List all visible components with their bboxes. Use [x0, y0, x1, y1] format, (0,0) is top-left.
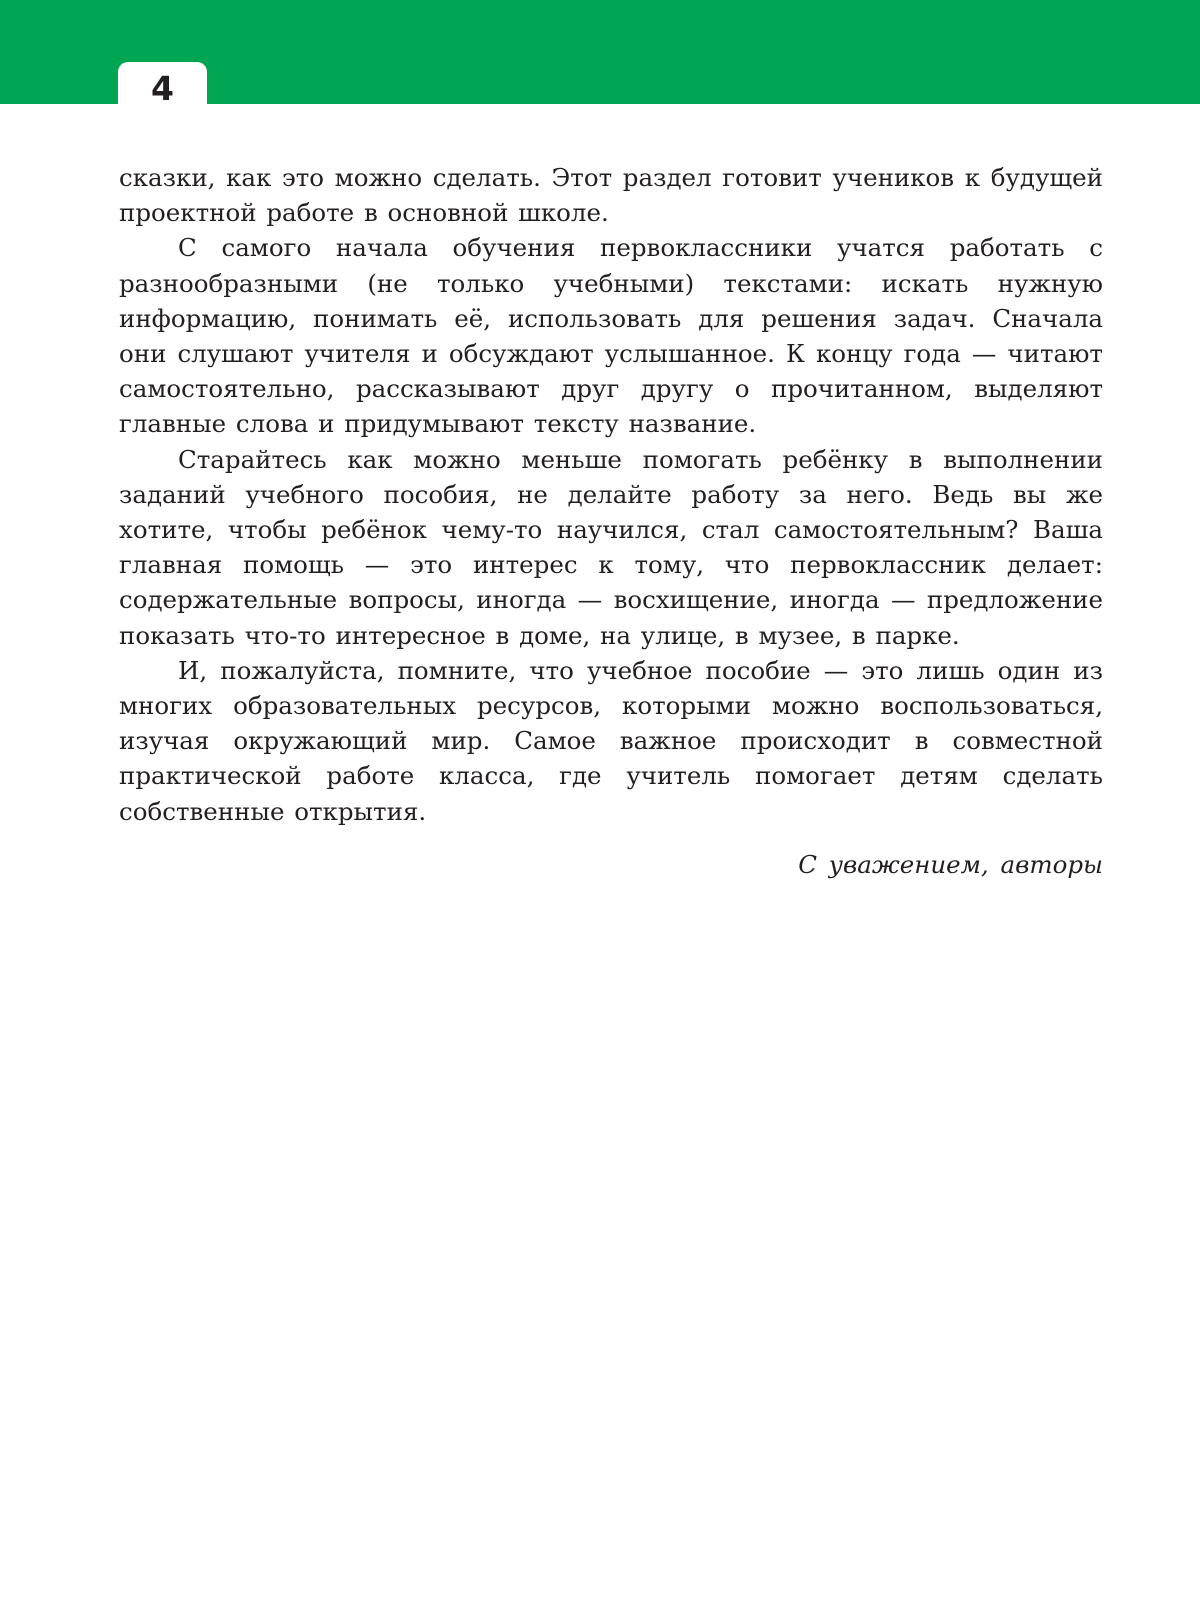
text-body — [119, 160, 1103, 882]
paragraph-reading: С самого начала обучения первоклассники учатся работать с разнообразными (не только учебными) текстами: искать нужную информацию, понимать её, использовать для решения задач. Сначала они слушают учителя и обсуждают услышанное. К концу года — читают самостоятельно, рассказывают друг другу о прочитанном, выделяют главные слова и придумывают тексту название. — [119, 233, 1103, 439]
page-number-tab — [118, 62, 207, 110]
paragraph-continuation: сказки, как это можно сделать. Этот раздел готовит учеников к будущей проектной работе в основной школе. — [119, 163, 1103, 228]
paragraph-help: Старайтесь как можно меньше помогать ребёнку в выполнении заданий учебного пособия, не делайте работу за него. Ведь вы же хотите, чтобы ребёнок чему-то научился, стал самостоятельным? Ваша главная помощь — это интерес к тому, что первоклассник делает: содержательные вопросы, иногда — восхищение, иногда — предложение показать что-то интересное в доме, на улице, в музее, в парке. — [119, 444, 1103, 650]
paragraph-resources: И, пожалуйста, помните, что учебное пособие — это лишь один из многих образовательных ресурсов, которыми можно воспользоваться, изучая окружающий мир. Самое важное происходит в совместной практической работе класса, где учитель помогает детям сделать собственные открытия. — [119, 655, 1103, 826]
page-number: 4 — [151, 68, 174, 108]
signature: С уважением, авторы — [798, 849, 1103, 879]
